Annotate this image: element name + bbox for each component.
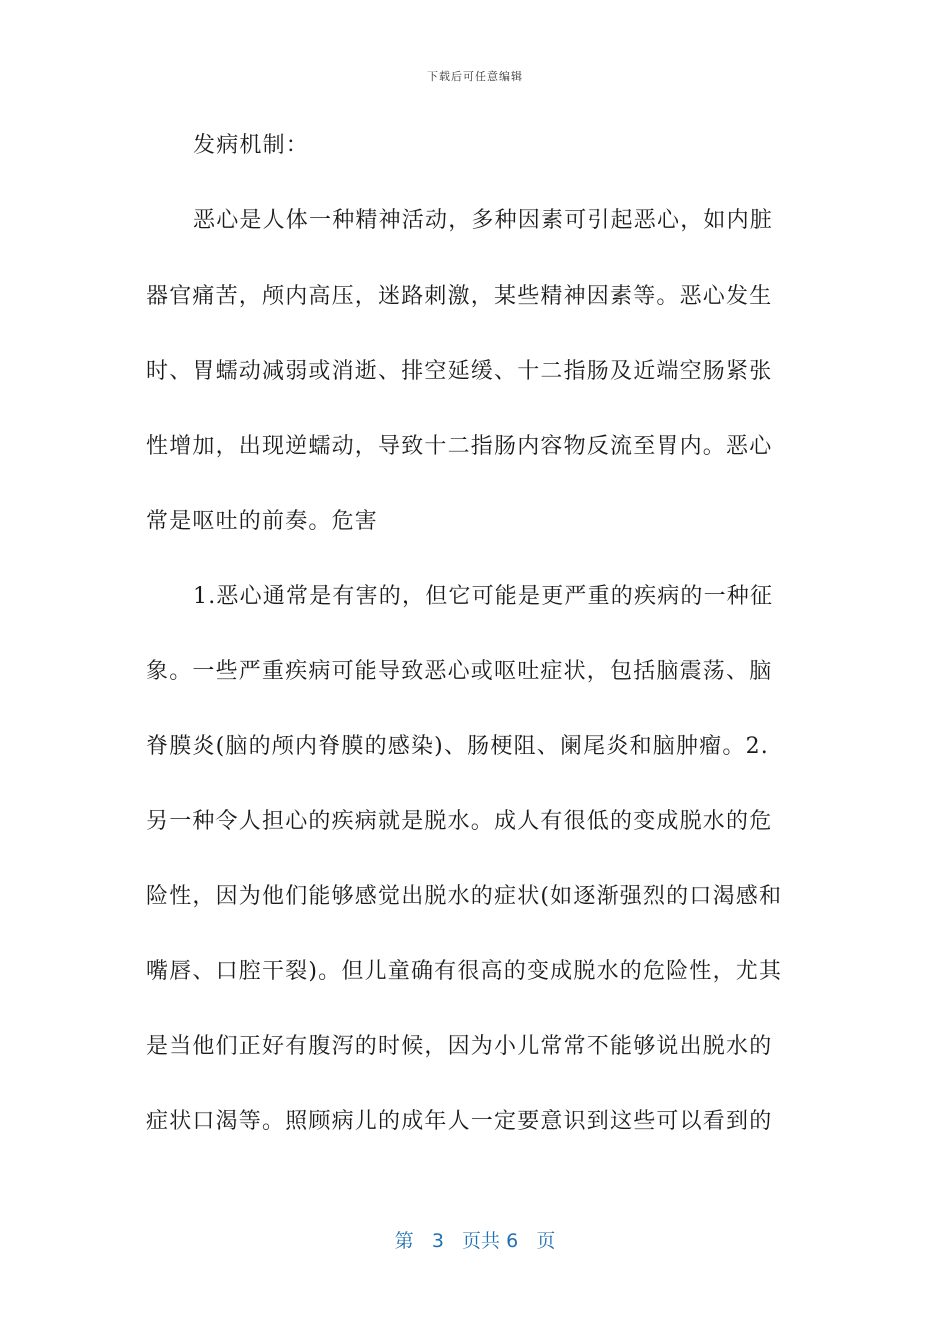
- footer-suffix: 页: [536, 1230, 556, 1252]
- current-page-number: 3: [431, 1230, 444, 1252]
- paragraph-line: 器官痛苦，颅内高压，迷路刺激，某些精神因素等。恶心发生: [146, 284, 773, 309]
- paragraph-line: 1.恶心通常是有害的，但它可能是更严重的疾病的一种征: [193, 584, 774, 609]
- section-heading: 发病机制：: [193, 133, 310, 158]
- paragraph-line: 是当他们正好有腹泻的时候，因为小儿常常不能够说出脱水的: [146, 1034, 773, 1059]
- paragraph-line: 性增加，出现逆蠕动，导致十二指肠内容物反流至胃内。恶心: [146, 434, 773, 459]
- paragraph-line: 脊膜炎(脑的颅内脊膜的感染)、肠梗阻、阑尾炎和脑肿瘤。2.: [146, 734, 769, 759]
- paragraph-line: 时、胃蠕动减弱或消逝、排空延缓、十二指肠及近端空肠紧张: [146, 359, 773, 384]
- paragraph-line: 常是呕吐的前奏。危害: [146, 509, 379, 534]
- paragraph-line: 恶心是人体一种精神活动，多种因素可引起恶心，如内脏: [193, 208, 774, 233]
- footer-middle: 页共: [462, 1230, 501, 1252]
- paragraph-line: 象。一些严重疾病可能导致恶心或呕吐症状，包括脑震荡、脑: [146, 659, 773, 684]
- paragraph-line: 嘴唇、口腔干裂)。但儿童确有很高的变成脱水的危险性，尤其: [146, 959, 783, 984]
- page-footer: [0, 1226, 950, 1253]
- paragraph-line: 症状口渴等。照顾病儿的成年人一定要意识到这些可以看到的: [146, 1109, 773, 1134]
- paragraph-line: 另一种令人担心的疾病就是脱水。成人有很低的变成脱水的危: [146, 809, 773, 834]
- total-page-number: 6: [506, 1230, 519, 1252]
- paragraph-line: 险性，因为他们能够感觉出脱水的症状(如逐渐强烈的口渴感和: [146, 884, 783, 909]
- footer-prefix: 第: [394, 1230, 414, 1252]
- header-note: 下载后可任意编辑: [427, 70, 523, 83]
